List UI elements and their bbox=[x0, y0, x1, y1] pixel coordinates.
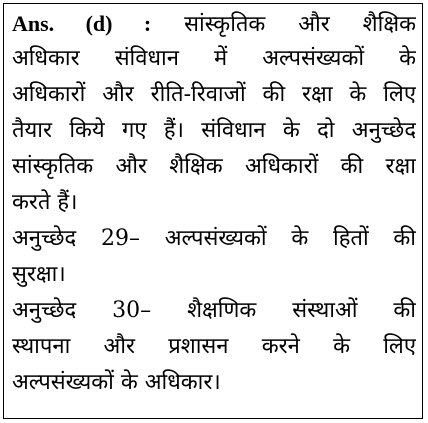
answer-line-2: अधिकार संविधान में अल्पसंख्यकों के bbox=[12, 46, 416, 71]
article-29-line: अनुच्छेद 29– अल्पसंख्यकों के हितों की bbox=[12, 226, 416, 251]
answer-label: Ans. (d) : bbox=[12, 11, 152, 36]
answer-line-4: तैयार किये गए हैं। संविधान के दो अनुच्छेद bbox=[12, 118, 416, 143]
answer-line-5: सांस्कृतिक और शैक्षिक अधिकारों की रक्षा bbox=[12, 154, 416, 179]
answer-box bbox=[3, 3, 423, 419]
answer-line-6: करते हैं। bbox=[12, 190, 78, 215]
article-30-line-3: अल्पसंख्यकों के अधिकार। bbox=[12, 370, 221, 395]
answer-text-line-1: सांस्कृतिक और शैक्षिक bbox=[184, 12, 416, 37]
article-30-line-2: स्थापना और प्रशासन करने के लिए bbox=[12, 334, 416, 359]
article-30-line: अनुच्छेद 30– शैक्षणिक संस्थाओं की bbox=[12, 298, 416, 323]
answer-line-3: अधिकारों और रीति-रिवाजों की रक्षा के लिए bbox=[12, 82, 416, 107]
article-29-line-2: सुरक्षा। bbox=[12, 262, 66, 287]
answer-line-1 bbox=[12, 9, 416, 39]
